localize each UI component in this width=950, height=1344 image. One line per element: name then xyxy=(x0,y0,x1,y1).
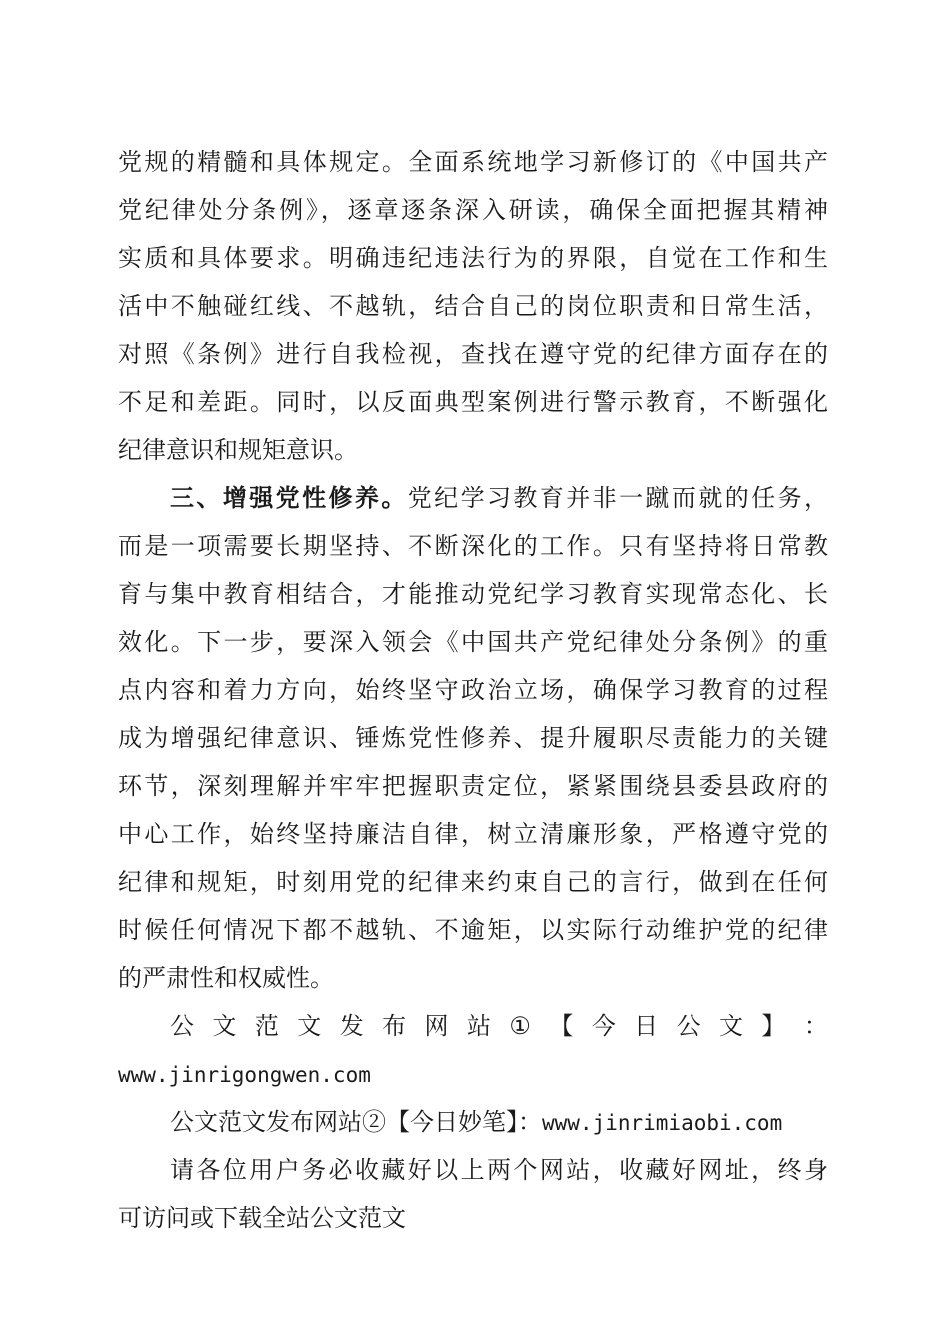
site1-label xyxy=(118,1002,828,1050)
site1-url-line xyxy=(118,1050,828,1098)
site1-char: 范 xyxy=(254,1012,279,1040)
document-page xyxy=(118,138,828,1242)
text-line: 点内容和着力方向，始终坚守政治立场，确保学习教育的过程 xyxy=(118,676,828,704)
site1-char: 文 xyxy=(297,1012,322,1040)
site1-char: 网 xyxy=(424,1012,449,1040)
text-line: 党纪律处分条例》，逐章逐条深入研读，确保全面把握其精神 xyxy=(118,196,828,224)
site1-char: 站 xyxy=(466,1012,491,1040)
site1-char: 日 xyxy=(634,1012,659,1040)
site1-char: ① xyxy=(509,1012,531,1040)
site1-char: 公 xyxy=(676,1012,701,1040)
text-line: 党规的精髓和具体规定。全面系统地学习新修订的《中国共产 xyxy=(118,148,828,176)
paragraph-2 xyxy=(118,474,828,1002)
text-line: 纪律意识和规矩意识。 xyxy=(118,436,358,464)
notice-line: 请各位用户务必收藏好以上两个网站，收藏好网址，终身 xyxy=(170,1156,828,1184)
site1-char: 文 xyxy=(719,1012,743,1040)
site1-char: 发 xyxy=(339,1012,364,1040)
site2-line xyxy=(118,1098,828,1146)
text-line: 时候任何情况下都不越轨、不逾矩，以实际行动维护党的纪律 xyxy=(118,916,828,944)
text-line: 实质和具体要求。明确违纪违法行为的界限，自觉在工作和生 xyxy=(118,244,828,272)
site2-url[interactable]: www.jinrimiaobi.com xyxy=(542,1111,783,1135)
site1-char: ： xyxy=(803,1012,828,1040)
text-line: 效化。下一步，要深入领会《中国共产党纪律处分条例》的重 xyxy=(118,628,828,656)
paragraph-2-first-line xyxy=(118,474,828,522)
site1-char: 公 xyxy=(170,1012,194,1040)
section-heading: 三、增强党性修养。 xyxy=(170,484,408,512)
site1-char: 【 xyxy=(549,1012,574,1040)
text-line: 不足和差距。同时，以反面典型案例进行警示教育，不断强化 xyxy=(118,388,828,416)
text-span: 党纪学习教育并非一蹴而就的任务， xyxy=(407,484,828,512)
site2-label: 公文范文发布网站②【今日妙笔】： xyxy=(170,1108,542,1136)
site1-char: 文 xyxy=(212,1012,237,1040)
text-line: 育与集中教育相结合，才能推动党纪学习教育实现常态化、长 xyxy=(118,580,828,608)
text-line: 活中不触碰红线、不越轨，结合自己的岗位职责和日常生活， xyxy=(118,292,828,320)
text-line: 中心工作，始终坚持廉洁自律，树立清廉形象，严格遵守党的 xyxy=(118,820,828,848)
site1-char: 今 xyxy=(591,1012,616,1040)
notice-line: 可访问或下载全站公文范文 xyxy=(118,1204,406,1232)
text-line: 纪律和规矩，时刻用党的纪律来约束自己的言行，做到在任何 xyxy=(118,868,828,896)
text-line: 的严肃性和权威性。 xyxy=(118,964,334,992)
text-line: 对照《条例》进行自我检视，查找在遵守党的纪律方面存在的 xyxy=(118,340,828,368)
site1-char: 布 xyxy=(382,1012,407,1040)
text-line: 成为增强纪律意识、锤炼党性修养、提升履职尽责能力的关键 xyxy=(118,724,828,752)
paragraph-1 xyxy=(118,138,828,474)
site1-char: 】 xyxy=(761,1012,786,1040)
site1-url[interactable]: www.jinrigongwen.com xyxy=(118,1063,371,1087)
text-line: 而是一项需要长期坚持、不断深化的工作。只有坚持将日常教 xyxy=(118,532,828,560)
text-line: 环节，深刻理解并牢牢把握职责定位，紧紧围绕县委县政府的 xyxy=(118,772,828,800)
footer-notice xyxy=(118,1002,828,1242)
